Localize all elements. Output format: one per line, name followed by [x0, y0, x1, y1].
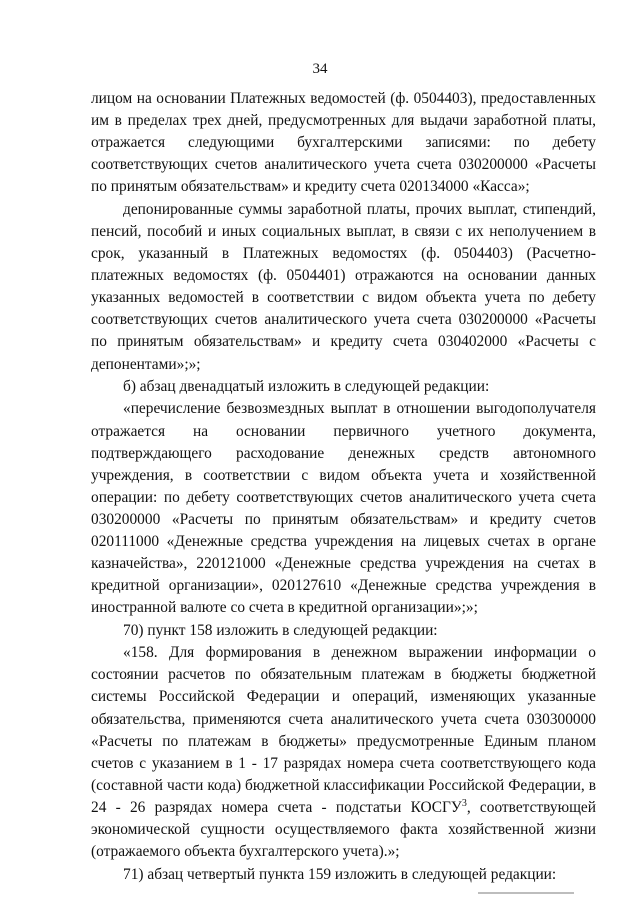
paragraph-item-70: 70) пункт 158 изложить в следующей редакции: [123, 621, 438, 639]
paragraph-item-71: 71) абзац четвертый пункта 159 изложить в следующей редакции: [123, 865, 557, 883]
paragraph-amendment-b: б) абзац двенадцатый изложить в следующей редакции: [123, 378, 490, 395]
page-number: 34 [312, 61, 328, 77]
document-body [91, 88, 596, 886]
paragraph-deposited-salary: депонированные суммы заработной платы, прочих выплат, стипендий, пенсий, пособий и иных социальных выплат, в связи с их неполучением в срок, указанный в Платежных ведомостях (ф. 0504403) (Расчетно-платежных ведомостях (ф. 0504401) отражаются на основании данных указанных ведомостей в соответствии с видом объекта учета по дебету соответствующих счетов аналитического учета счета 030200000 «Расчеты по принятым обязательствам» и кредиту счета 030402000 «Расчеты с депонентами»;»; [91, 200, 596, 373]
point-158-text: «158. Для формирования в денежном выражении информации о состоянии расчетов по обязательным платежам в бюджеты бюджетной системы Российской Федерации и операций, изменяющих указанные обязательства, применяются счета аналитического учета счета 030300000 «Расчеты по платежам в бюджеты» предусмотренные Единым планом счетов с указанием в 1 - 17 разрядах номера счета соответствующего кода (составной части кода) бюджетной классификации Российской Федерации, в 24 - 26 разрядах номера счета - подстатьи КОСГУ [91, 644, 596, 816]
footnote-marker: 3 [461, 797, 467, 809]
paragraph-point-158 [91, 642, 596, 863]
scan-artifact-line [478, 892, 574, 894]
paragraph-gratuitous-payments: «перечисление безвозмездных выплат в отношении выгодополучателя отражается на основании первичного учетного документа, подтверждающего расходование денежных средств автономного учреждения, в соответствии с видом объекта учета и хозяйственной операции: по дебету соответствующих счетов аналитического учета счета 030200000 «Расчеты по принятым обязательствам» и кредиту счетов 020111000 «Денежные средства учреждения на лицевых счетах в органе казначейства», 220121000 «Денежные средства учреждения на счетах в кредитной организации», 020127610 «Денежные средства учреждения в иностранной валюте со счета в кредитной организации»;»; [91, 400, 596, 617]
paragraph-cash-payment-continuation: лицом на основании Платежных ведомостей (ф. 0504403), предоставленных им в пределах трех дней, предусмотренных для выдачи заработной платы, отражается следующими бухгалтерскими записями: по дебету соответствующих счетов аналитического учета счета 030200000 «Расчеты по принятым обязательствам» и кредиту счета 020134000 «Касса»; [91, 90, 596, 196]
point-158-text-end: , соответствующей экономической сущности осуществляемого факта хозяйственной жизни (отражаемого объекта бухгалтерского учета).»; [91, 798, 596, 861]
